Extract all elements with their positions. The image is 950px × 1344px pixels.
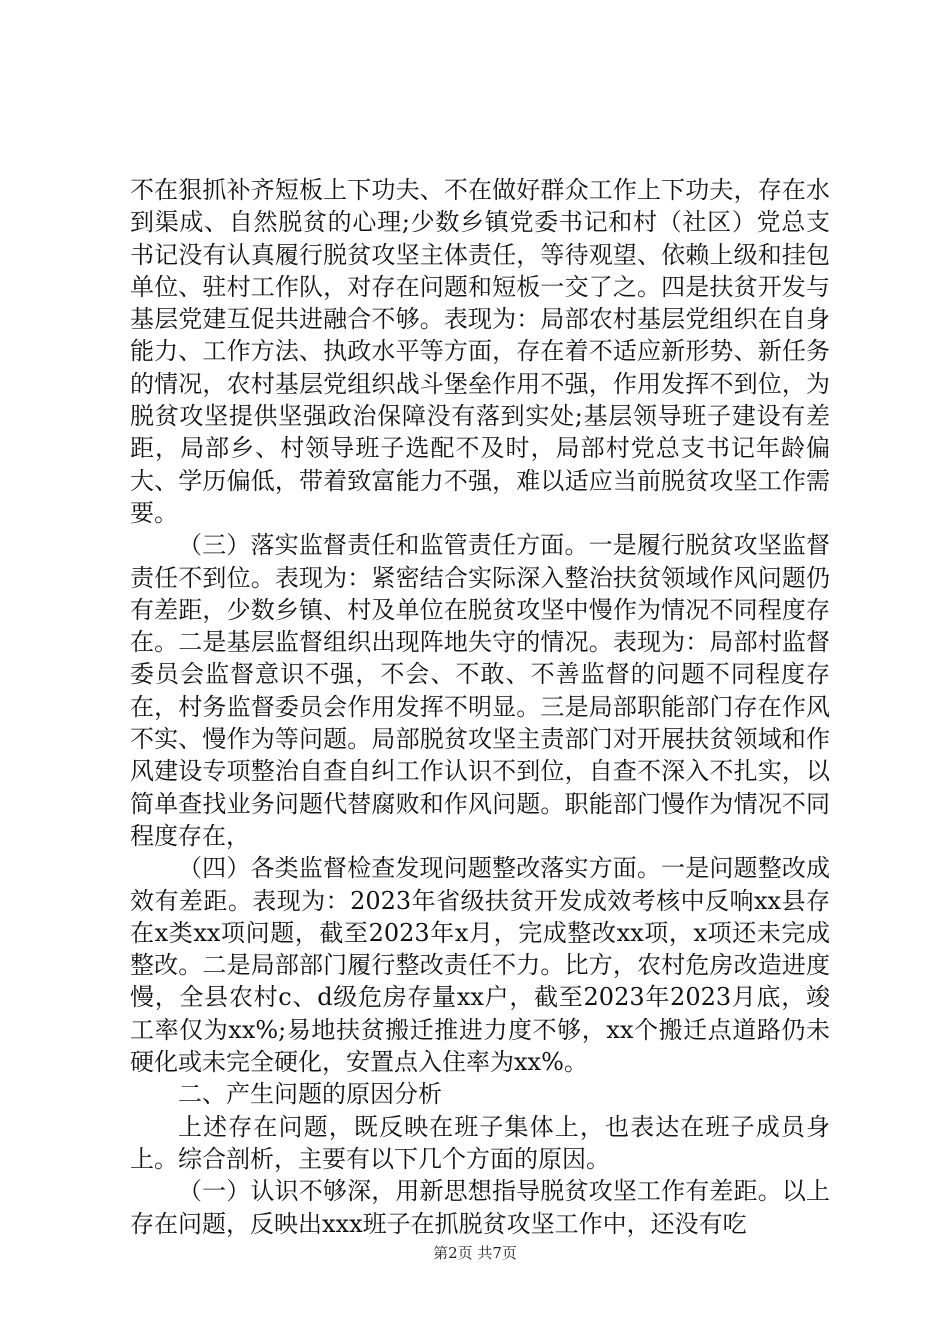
paragraph-continuation: 不在狠抓补齐短板上下功夫、不在做好群众工作上下功夫，存在水到渠成、自然脱贫的心理;少数乡镇党委书记和村（社区）党总支书记没有认真履行脱贫攻坚主体责任，等待观望、依赖上级和挂包单位、驻村工作队，对存在问题和短板一交了之。四是扶贫开发与基层党建互促共进融合不够。表现为：局部农村基层党组织在自身能力、工作方法、执政水平等方面，存在着不适应新形势、新任务的情况，农村基层党组织战斗堡垒作用不强，作用发挥不到位，为脱贫攻坚提供坚强政治保障没有落到实处;基层领导班子建设有差距，局部乡、村领导班子选配不及时，局部村党总支书记年龄偏大、学历偏低，带着致富能力不强，难以适应当前脱贫攻坚工作需要。 (130, 176, 830, 527)
document-body (130, 174, 830, 1240)
paragraph-section-4: （四）各类监督检查发现问题整改落实方面。一是问题整改成效有差距。表现为：2023年省级扶贫开发成效考核中反响xx县存在x类xx项问题，截至2023年x月，完成整改xx项，x项还未完成整改。二是局部部门履行整改责任不力。比方，农村危房改造进度慢，全县农村c、d级危房存量xx户，截至2023年2023月底，竣工率仅为xx%;易地扶贫搬迁推进力度不够，xx个搬迁点道路仍未硬化或未完全硬化，安置点入住率为xx%。 (130, 854, 830, 1077)
paragraph-cause-intro: 上述存在问题，既反映在班子集体上，也表达在班子成员身上。综合剖析，主要有以下几个方面的原因。 (130, 1112, 830, 1173)
page-number-footer: 第2页 共7页 (433, 1244, 517, 1262)
paragraph-section-3: （三）落实监督责任和监管责任方面。一是履行脱贫攻坚监督责任不到位。表现为：紧密结合实际深入整治扶贫领域作风问题仍有差距，少数乡镇、村及单位在脱贫攻坚中慢作为情况不同程度存在。二是基层监督组织出现阵地失守的情况。表现为：局部村监督委员会监督意识不强，不会、不敢、不善监督的问题不同程度存在，村务监督委员会作用发挥不明显。三是局部职能部门存在作风不实、慢作为等问题。局部脱贫攻坚主责部门对开展扶贫领域和作风建设专项整治自查自纠工作认识不到位，自查不深入不扎实，以简单查找业务问题代替腐败和作风问题。职能部门慢作为情况不同程度存在， (130, 531, 830, 850)
paragraph-cause-1: （一）认识不够深，用新思想指导脱贫攻坚工作有差距。以上存在问题，反映出xxx班子在抓脱贫攻坚工作中，还没有吃 (130, 1177, 830, 1238)
heading-cause-analysis: 二、产生问题的原因分析 (178, 1080, 442, 1109)
